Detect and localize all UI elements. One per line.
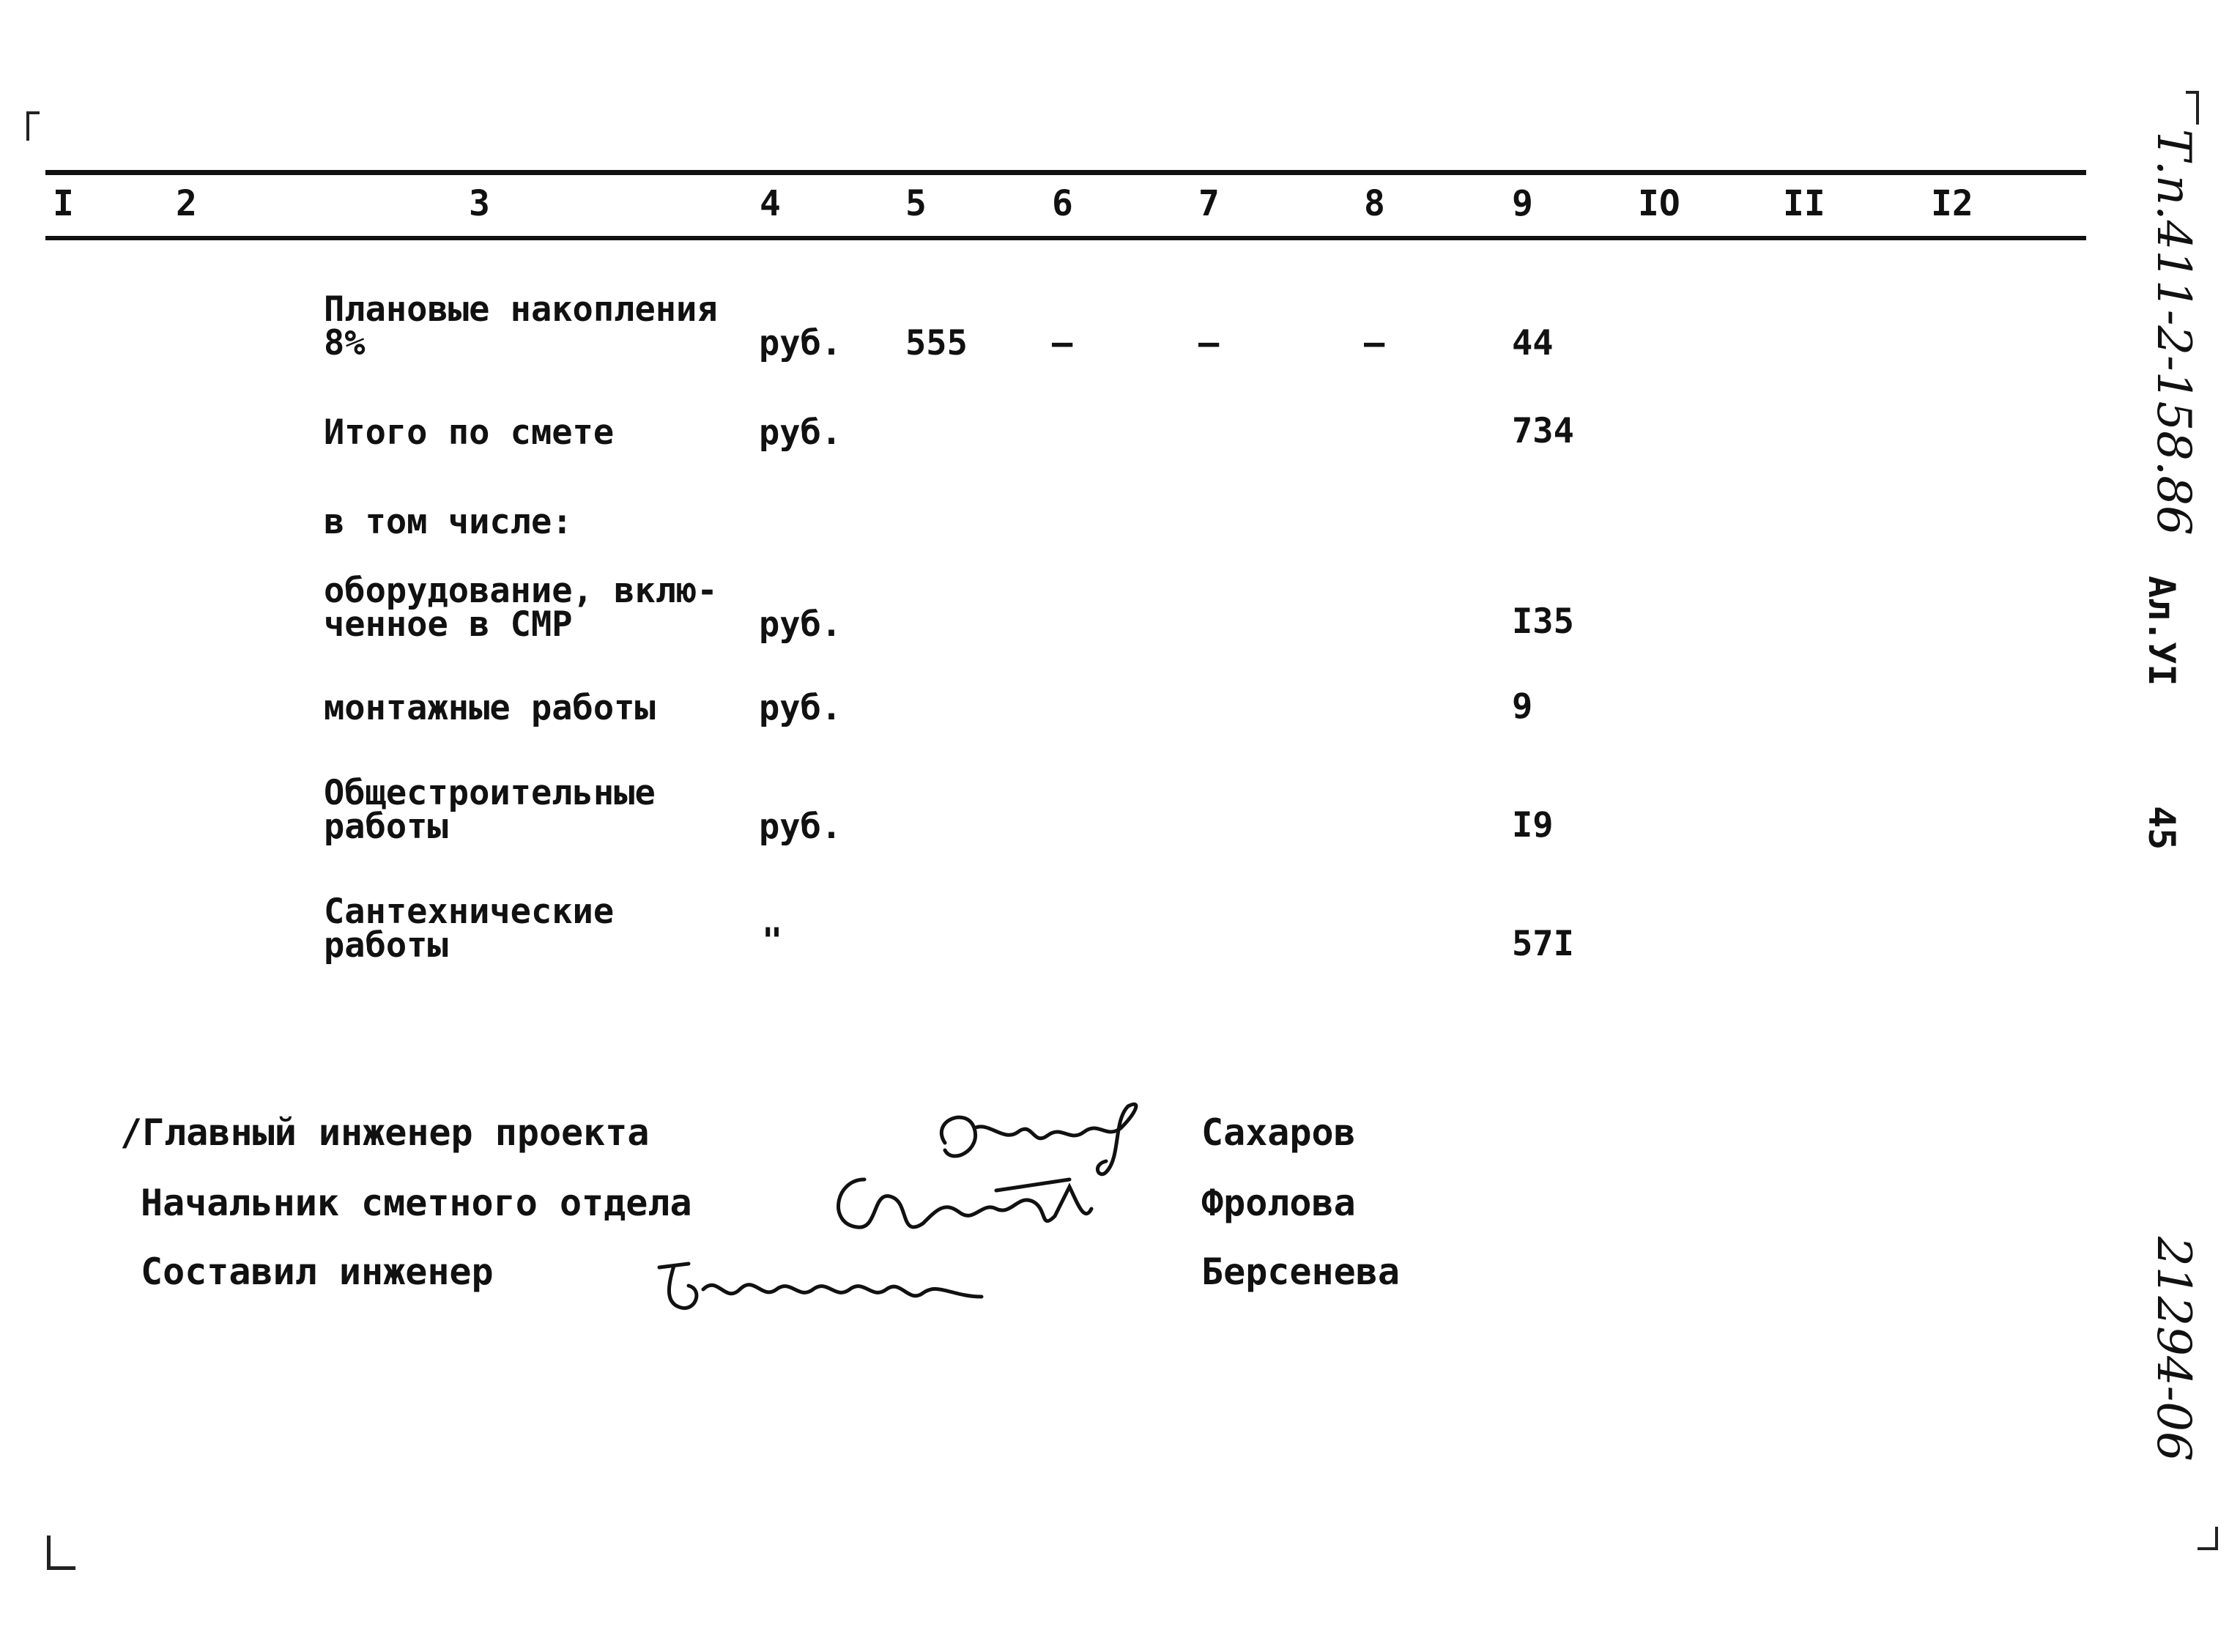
item-col9: 734 bbox=[1512, 411, 1574, 451]
signature-name: Сахаров bbox=[1201, 1111, 1356, 1154]
album-number: Ал.УI bbox=[2140, 576, 2183, 686]
item-col7: – bbox=[1198, 323, 1220, 363]
corner-mark-bottom-right bbox=[2198, 1527, 2218, 1550]
signature-frolova bbox=[820, 1157, 1113, 1253]
item-unit: руб. bbox=[759, 412, 842, 453]
item-unit: руб. bbox=[759, 323, 842, 363]
signature-role: /Главный инженер проекта bbox=[120, 1111, 650, 1154]
item-name: монтажные работы bbox=[324, 688, 656, 728]
item-col9: 9 bbox=[1512, 686, 1533, 727]
document-code: Т.п.411-2-158.86 bbox=[2146, 129, 2200, 536]
column-header-9: 9 bbox=[1512, 183, 1533, 224]
column-header-4: 4 bbox=[760, 183, 781, 224]
item-unit: руб. bbox=[759, 688, 842, 728]
column-header-2: 2 bbox=[176, 183, 197, 224]
item-unit: руб. bbox=[759, 604, 842, 645]
header-bottom-rule bbox=[45, 236, 2086, 240]
item-col9: I9 bbox=[1512, 805, 1554, 845]
item-col6: – bbox=[1052, 323, 1073, 363]
column-header-3: 3 bbox=[469, 183, 490, 224]
column-header-11: II bbox=[1783, 183, 1825, 224]
item-col8: – bbox=[1364, 323, 1385, 363]
item-name: Сантехнические работы bbox=[324, 892, 615, 966]
inventory-number: 21294-06 bbox=[2146, 1237, 2200, 1462]
column-header-8: 8 bbox=[1364, 183, 1385, 224]
item-name: Итого по смете bbox=[324, 412, 615, 453]
column-header-12: I2 bbox=[1931, 183, 1973, 224]
item-name: оборудование, вклю- ченное в СМР bbox=[324, 571, 718, 645]
item-col9: 44 bbox=[1512, 323, 1554, 363]
signature-name: Фролова bbox=[1201, 1182, 1356, 1224]
column-header-1: I bbox=[53, 183, 74, 224]
signature-role: Составил инженер bbox=[141, 1251, 494, 1293]
column-header-5: 5 bbox=[905, 183, 927, 224]
item-unit: " bbox=[762, 921, 783, 961]
corner-mark-top-left bbox=[26, 111, 40, 141]
item-name: Общестроительные работы bbox=[324, 773, 656, 847]
corner-mark-top-right bbox=[2186, 91, 2199, 125]
column-header-6: 6 bbox=[1052, 183, 1073, 224]
corner-mark-bottom-left bbox=[47, 1536, 75, 1570]
column-header-10: IO bbox=[1638, 183, 1680, 224]
signature-name: Берсенева bbox=[1201, 1251, 1400, 1293]
column-header-7: 7 bbox=[1198, 183, 1220, 224]
item-col5: 555 bbox=[905, 323, 968, 363]
signature-role: Начальник сметного отдела bbox=[141, 1182, 692, 1224]
page-number: 45 bbox=[2140, 806, 2183, 851]
item-unit: руб. bbox=[759, 807, 842, 847]
item-name: Плановые накопления 8% bbox=[324, 289, 718, 363]
item-col9: 57I bbox=[1512, 924, 1574, 964]
item-name: в том числе: bbox=[324, 502, 573, 542]
signature-berseneva bbox=[645, 1245, 996, 1326]
item-col9: I35 bbox=[1512, 601, 1574, 642]
header-top-rule bbox=[45, 170, 2086, 175]
